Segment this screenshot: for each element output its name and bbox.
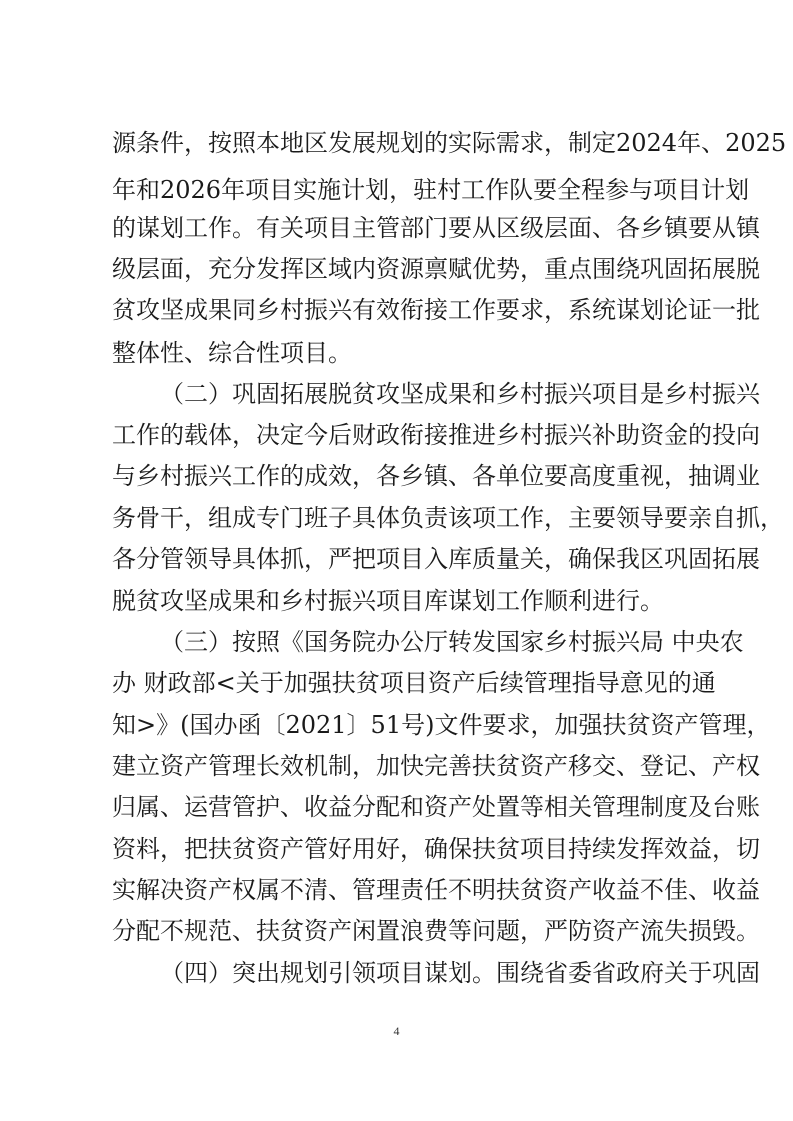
body-line: 各分管领导具体抓，严把项目入库质量关，确保我区巩固拓展 xyxy=(112,545,760,573)
body-line: 建立资产管理长效机制，加快完善扶贫资产移交、登记、产权 xyxy=(112,752,760,780)
paragraph-start-line: （四）突出规划引领项目谋划。围绕省委省政府关于巩固 xyxy=(160,959,760,987)
body-line: 年和2026年项目实施计划，驻村工作队要全程参与项目计划 xyxy=(112,176,750,204)
body-line: 整体性、综合性项目。 xyxy=(112,339,352,367)
body-line: 归属、运营管护、收益分配和资产处置等相关管理制度及台账 xyxy=(112,793,760,821)
body-line: 务骨干，组成专门班子具体负责该项工作，主要领导要亲自抓， xyxy=(112,504,784,532)
body-line: 知>》(国办函〔2021〕51号)文件要求，加强扶贫资产管理， xyxy=(112,711,771,739)
body-line: 贫攻坚成果同乡村振兴有效衔接工作要求，系统谋划论证一批 xyxy=(112,296,760,324)
body-line: 与乡村振兴工作的成效，各乡镇、各单位要高度重视，抽调业 xyxy=(112,462,760,490)
body-line: 工作的载体，决定今后财政衔接推进乡村振兴补助资金的投向 xyxy=(112,421,760,449)
body-line: 源条件，按照本地区发展规划的实际需求，制定2024年、2025 xyxy=(112,129,787,157)
body-line: 办 财政部<关于加强扶贫项目资产后续管理指导意见的通 xyxy=(112,669,716,697)
page-number: 4 xyxy=(393,1024,400,1038)
body-line: 级层面，充分发挥区域内资源禀赋优势，重点围绕巩固拓展脱 xyxy=(112,255,760,283)
body-line: 实解决资产权属不清、管理责任不明扶贫资产收益不佳、收益 xyxy=(112,876,760,904)
body-line: 的谋划工作。有关项目主管部门要从区级层面、各乡镇要从镇 xyxy=(112,214,760,242)
body-line: 脱贫攻坚成果和乡村振兴项目库谋划工作顺利进行。 xyxy=(112,587,664,615)
body-line: 分配不规范、扶贫资产闲置浪费等问题，严防资产流失损毁。 xyxy=(112,917,760,945)
body-line: 资料，把扶贫资产管好用好，确保扶贫项目持续发挥效益，切 xyxy=(112,835,760,863)
paragraph-start-line: （三）按照《国务院办公厅转发国家乡村振兴局 中央农 xyxy=(160,628,744,656)
paragraph-start-line: （二）巩固拓展脱贫攻坚成果和乡村振兴项目是乡村振兴 xyxy=(160,380,760,408)
